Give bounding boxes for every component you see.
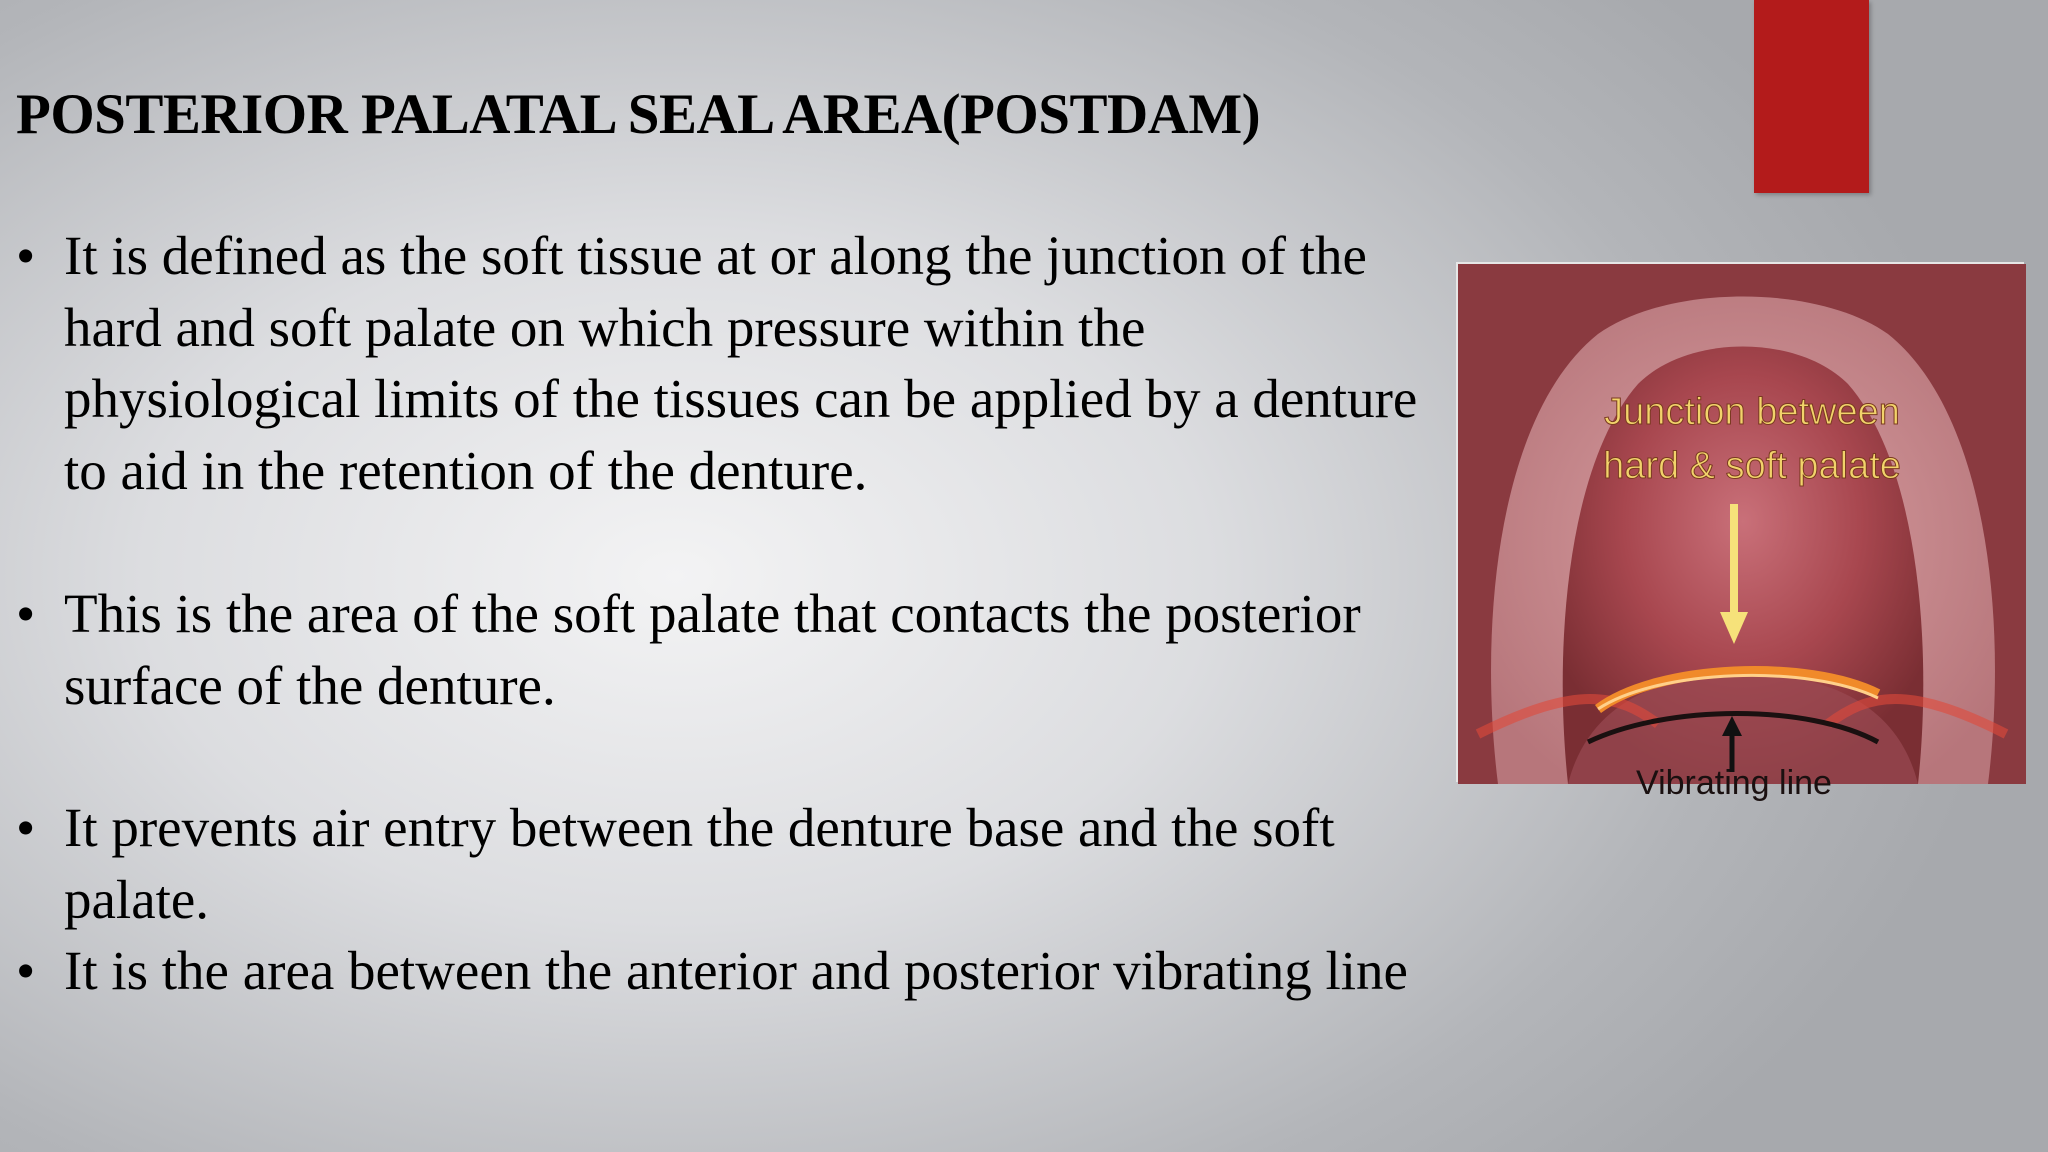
slide-title: POSTERIOR PALATAL SEAL AREA(POSTDAM) [16,83,1261,146]
bullet-item-1 [16,220,1436,506]
palate-photo [1456,262,2024,802]
bullet-text: It prevents air entry between the denture base and the soft palate. [64,797,1335,930]
bullet-marker: • [16,225,36,286]
junction-label-line1: Junction between [1604,391,1900,433]
bullet-item-2 [16,578,1436,721]
bullet-list [16,220,1436,1007]
vibrating-line-label: Vibrating line [1636,764,1832,802]
bullet-text: This is the area of the soft palate that contacts the posterior surface of the denture. [64,583,1361,716]
junction-label-line2: hard & soft palate [1603,445,1901,487]
bullet-text: It is the area between the anterior and posterior vibrating line [64,940,1408,1001]
bullet-marker: • [16,940,36,1001]
palate-illustration [1458,264,2026,802]
accent-bar [1754,0,1869,193]
bullet-item-4 [16,935,1436,1007]
bullet-text: It is defined as the soft tissue at or along the junction of the hard and soft palate on which pressure within the physiological limits of the tissues can be applied by a denture to aid in the retention of the denture. [64,225,1418,501]
bullet-marker: • [16,583,36,644]
bullet-marker: • [16,797,36,858]
bullet-item-3 [16,792,1436,935]
